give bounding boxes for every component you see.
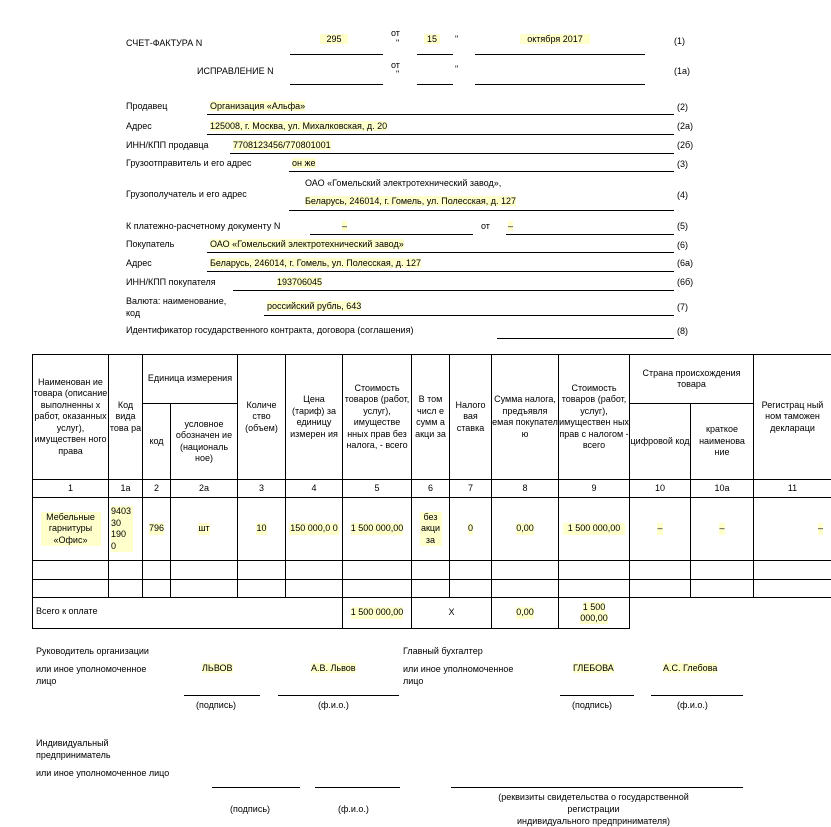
chief-name-caption: (ф.и.о.) <box>677 700 708 710</box>
code-6a: (6а) <box>677 258 694 268</box>
buyer-inn-value: 193706045 <box>277 277 323 287</box>
row-cost-with-tax: 1 500 000,00 <box>563 523 625 535</box>
correction-title: ИСПРАВЛЕНИЕ N <box>197 66 274 76</box>
col-header-country-code: цифровой код <box>630 435 690 446</box>
col-number: 9 <box>591 482 597 493</box>
head-label-3: лицо <box>36 676 57 686</box>
col-header-rate: Налого вая ставка <box>455 399 486 433</box>
col-number: 6 <box>427 482 433 493</box>
col-header-cost-with-tax: Стоимость товаров (работ, услуг), имуществен ных прав с налогом - всего <box>559 382 629 450</box>
invoice-title: СЧЕТ-ФАКТУРА N <box>126 38 203 48</box>
ip-label-3: или иное уполномоченное лицо <box>36 768 170 778</box>
reg-caption-3: индивидуального предпринимателя) <box>517 816 670 826</box>
ip-name-caption: (ф.и.о.) <box>338 804 369 814</box>
row-declaration: – <box>817 523 823 534</box>
col-number: 11 <box>787 482 798 493</box>
col-header-cost-no-tax: Стоимость товаров (работ, услуг), имуществе нных прав без налога, - всего <box>344 382 410 450</box>
col-number: 2 <box>153 482 159 493</box>
currency-label-2: код <box>126 308 141 318</box>
quote-open: " <box>396 38 400 48</box>
code-7: (7) <box>677 302 688 312</box>
invoice-month-year: октября 2017 <box>520 34 590 44</box>
code-3: (3) <box>677 159 688 169</box>
correction-from-label: от <box>391 60 400 70</box>
col-number: 7 <box>467 482 473 493</box>
col-header-price: Цена (тариф) за единицу измерен ия <box>290 394 338 439</box>
chief-signature: ГЛЕБОВА <box>573 663 614 673</box>
total-cost-with-tax-2: 000,00 <box>580 613 608 623</box>
total-x-mark: Х <box>448 607 455 618</box>
col-header-name: Наименован ие товара (описание выполненны х работ, оказанных услуг), имуществен ного права <box>33 376 108 456</box>
row-rate: 0 <box>467 523 473 534</box>
col-header-qty: Количе ство (объем) <box>245 399 278 433</box>
invoice-day: 15 <box>424 34 440 44</box>
code-4: (4) <box>677 190 688 200</box>
correction-quote-open: " <box>396 69 400 79</box>
shipper-value: он же <box>292 158 316 168</box>
col-number: 5 <box>374 482 380 493</box>
seller-label: Продавец <box>126 101 168 111</box>
contract-id-label: Идентификатор государственного контракта, договора (соглашения) <box>126 325 414 335</box>
col-header-country-group: Страна происхождения товара <box>642 367 741 389</box>
reg-caption-1: (реквизиты свидетельства о государственной <box>498 792 689 802</box>
row-cost-no-tax: 1 500 000,00 <box>350 523 404 534</box>
code-5: (5) <box>677 221 688 231</box>
code-2: (2) <box>677 102 688 112</box>
col-number: 10а <box>714 482 730 493</box>
ip-label-1: Индивидуальный <box>36 738 109 748</box>
buyer-address-label: Адрес <box>126 258 152 268</box>
head-signature: ЛЬВОВ <box>202 663 233 673</box>
col-header-unit-name: условное обозначен ие (националь ное) <box>175 418 233 463</box>
row-country-code: – <box>657 523 663 534</box>
total-tax: 0,00 <box>516 607 534 618</box>
total-cost-no-tax: 1 500 000,00 <box>350 607 404 618</box>
ip-label-2: предприниматель <box>36 750 111 760</box>
col-number: 10 <box>654 482 665 493</box>
code-1a: (1а) <box>674 66 691 76</box>
col-number: 1 <box>67 482 73 493</box>
buyer-value: ОАО «Гомельский электротехнический завод» <box>210 239 404 249</box>
col-number: 4 <box>311 482 317 493</box>
payment-doc-label: К платежно-расчетному документу N <box>126 221 281 231</box>
col-number: 8 <box>522 482 528 493</box>
head-name-caption: (ф.и.о.) <box>318 700 349 710</box>
col-number: 3 <box>258 482 264 493</box>
chief-sign-caption: (подпись) <box>572 700 613 710</box>
buyer-inn-label: ИНН/КПП покупателя <box>126 277 216 287</box>
consignee-value-1: ОАО «Гомельский электротехнический завод», <box>305 178 502 188</box>
row-unit-name: шт <box>198 523 210 534</box>
currency-label-1: Валюта: наименование, <box>126 296 227 306</box>
col-header-kind-code: Код вида това ра <box>109 399 142 433</box>
code-8: (8) <box>677 326 688 336</box>
head-name: А.В. Львов <box>311 663 356 673</box>
total-label: Всего к оплате <box>36 606 98 616</box>
payment-doc-from-value: – <box>508 221 514 231</box>
seller-value: Организация «Альфа» <box>210 101 306 111</box>
payment-doc-from: от <box>481 221 490 231</box>
shipper-label: Грузоотправитель и его адрес <box>126 158 252 168</box>
chief-name: А.С. Глебова <box>663 663 718 673</box>
seller-address-value: 125008, г. Москва, ул. Михалковская, д. 20 <box>210 121 388 131</box>
total-cost-with-tax-1: 1 500 <box>582 602 606 612</box>
col-header-unit-group: Единица измерения <box>147 373 233 384</box>
chief-label-2: или иное уполномоченное <box>403 664 514 674</box>
consignee-label: Грузополучатель и его адрес <box>126 189 247 199</box>
correction-quote-close: " <box>455 64 459 74</box>
row-excise: без акци за <box>420 511 441 545</box>
consignee-value-2: Беларусь, 246014, г. Гомель, ул. Полесская, д. 127 <box>305 196 517 206</box>
seller-inn-label: ИНН/КПП продавца <box>126 140 209 150</box>
col-number: 1а <box>120 482 131 493</box>
row-tax: 0,00 <box>516 523 534 534</box>
ip-sign-caption: (подпись) <box>230 804 271 814</box>
reg-caption-2: регистрации <box>567 804 620 814</box>
code-6b: (6б) <box>677 277 694 287</box>
from-label: от <box>391 28 400 38</box>
row-name: Мебельные гарнитуры «Офис» <box>41 512 101 547</box>
head-sign-caption: (подпись) <box>196 700 237 710</box>
head-label-2: или иное уполномоченное <box>36 664 147 674</box>
chief-label-3: лицо <box>403 676 424 686</box>
payment-doc-value: – <box>342 221 348 231</box>
col-header-country-name: краткое наименова ние <box>699 424 745 458</box>
code-6: (6) <box>677 240 688 250</box>
row-country-name: – <box>719 523 725 534</box>
row-qty: 10 <box>256 523 267 534</box>
row-price: 150 000,0 0 <box>290 523 338 534</box>
row-unit-code: 796 <box>148 523 165 534</box>
seller-inn-value: 7708123456/770801001 <box>233 140 331 150</box>
col-header-declaration: Регистрац ный ном таможен деклараци <box>761 399 824 433</box>
table-row <box>33 498 108 560</box>
seller-address-label: Адрес <box>126 121 152 131</box>
buyer-address-value: Беларусь, 246014, г. Гомель, ул. Полесская, д. 127 <box>210 258 422 268</box>
currency-value: российский рубль, 643 <box>267 301 362 311</box>
code-2a: (2а) <box>677 121 694 131</box>
col-header-excise: В том числ е сумм а акци за <box>415 394 446 439</box>
quote-close: " <box>455 34 459 44</box>
head-label-1: Руководитель организации <box>36 646 149 656</box>
col-header-unit-code: код <box>149 435 164 446</box>
buyer-label: Покупатель <box>126 239 175 249</box>
code-2b: (2б) <box>677 140 694 150</box>
col-number: 2а <box>198 482 209 493</box>
invoice-number: 295 <box>320 34 348 44</box>
col-header-tax: Сумма налога, предъявля емая покупател ю <box>492 394 558 439</box>
row-kind-code: 9403 30 190 0 <box>111 506 132 551</box>
chief-label-1: Главный бухгалтер <box>403 646 483 656</box>
code-1: (1) <box>674 36 685 46</box>
